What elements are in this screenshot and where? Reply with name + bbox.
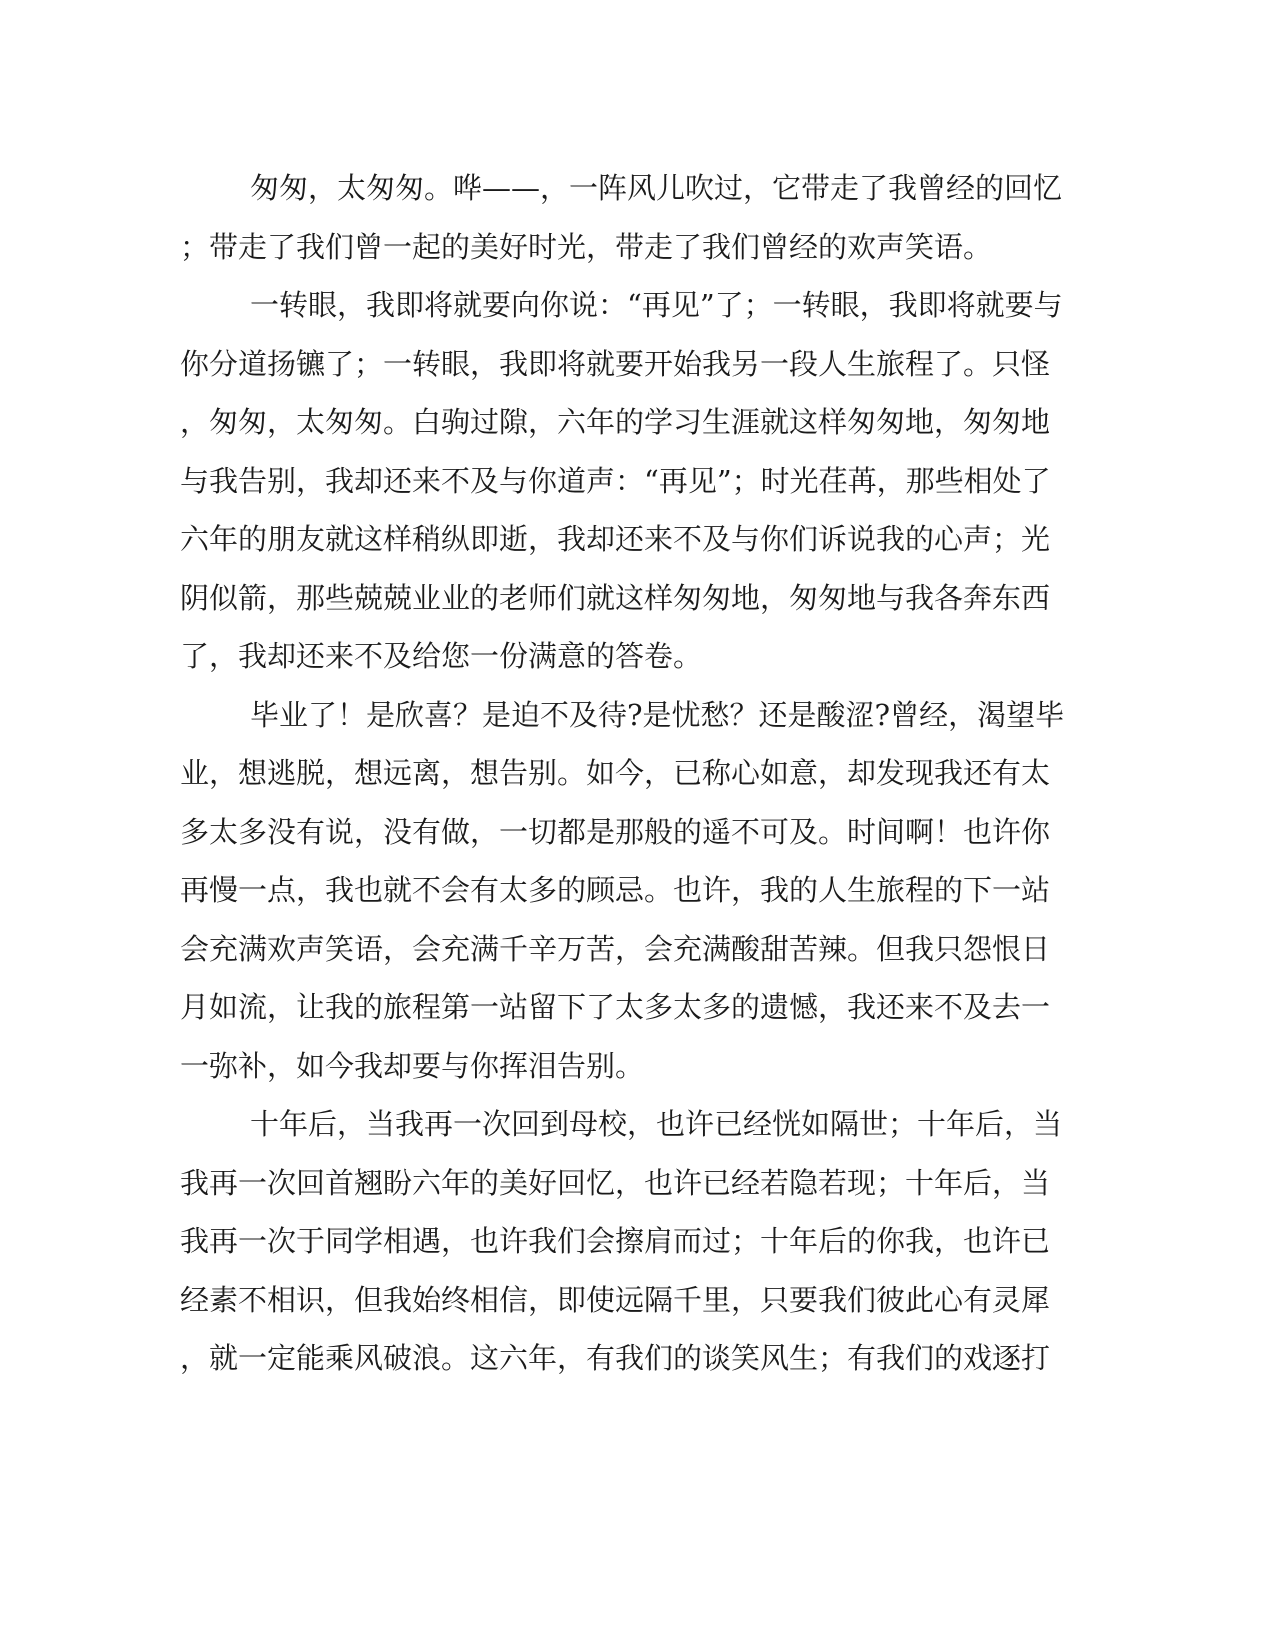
paragraph-2-line-4: 与我告别，我却还来不及与你道声：“再见”；时光荏苒，那些相处了 — [180, 463, 1051, 498]
paragraph-2-line-3: ，匆匆，太匆匆。白驹过隙，六年的学习生涯就这样匆匆地，匆匆地 — [180, 405, 1051, 439]
paragraph-4-line-1: 十年后，当我再一次回到母校，也许已经恍如隔世；十年后，当 — [250, 1107, 1063, 1141]
paragraph-2-line-2: 你分道扬镳了；一转眼，我即将就要开始我另一段人生旅程了。只怪 — [180, 346, 1051, 381]
paragraph-4-line-5: ，就一定能乘风破浪。这六年，有我们的谈笑风生；有我们的戏逐打 — [180, 1341, 1051, 1375]
paragraph-2-line-6: 阴似箭，那些兢兢业业的老师们就这样匆匆地，匆匆地与我各奔东西 — [180, 580, 1051, 615]
essay-body — [180, 159, 1065, 1388]
paragraph-2-line-5: 六年的朋友就这样稍纵即逝，我却还来不及与你们诉说我的心声；光 — [180, 522, 1051, 556]
paragraph-2-line-1: 一转眼，我即将就要向你说：“再见”了；一转眼，我即将就要与 — [250, 288, 1063, 322]
paragraph-3-line-7: 一弥补，如今我却要与你挥泪告别。 — [180, 1048, 645, 1083]
paragraph-4-line-3: 我再一次于同学相遇，也许我们会擦肩而过；十年后的你我，也许已 — [180, 1224, 1051, 1258]
paragraph-3-line-4: 再慢一点，我也就不会有太多的顾忌。也许，我的人生旅程的下一站 — [180, 873, 1051, 907]
paragraph-3-line-5: 会充满欢声笑语，会充满千辛万苦，会充满酸甜苦辣。但我只怨恨日 — [180, 931, 1051, 966]
paragraph-2-line-7: 了，我却还来不及给您一份满意的答卷。 — [180, 639, 703, 673]
paragraph-3-line-2: 业，想逃脱，想远离，想告别。如今，已称心如意，却发现我还有太 — [180, 756, 1051, 790]
paragraph-4-line-2: 我再一次回首翘盼六年的美好回忆，也许已经若隐若现；十年后，当 — [180, 1165, 1051, 1200]
paragraph-1-line-1: 匆匆，太匆匆。哗——，一阵风儿吹过，它带走了我曾经的回忆 — [250, 171, 1063, 205]
paragraph-3-line-3: 多太多没有说，没有做，一切都是那般的遥不可及。时间啊！也许你 — [180, 814, 1051, 849]
paragraph-3-line-6: 月如流，让我的旅程第一站留下了太多太多的遗憾，我还来不及去一 — [180, 990, 1051, 1024]
paragraph-4-line-4: 经素不相识，但我始终相信，即使远隔千里，只要我们彼此心有灵犀 — [180, 1282, 1051, 1317]
paragraph-1-line-2: ；带走了我们曾一起的美好时光，带走了我们曾经的欢声笑语。 — [180, 229, 993, 264]
paragraph-3-line-1: 毕业了！是欣喜？是迫不及待?是忧愁？还是酸涩?曾经，渴望毕 — [250, 697, 1065, 732]
